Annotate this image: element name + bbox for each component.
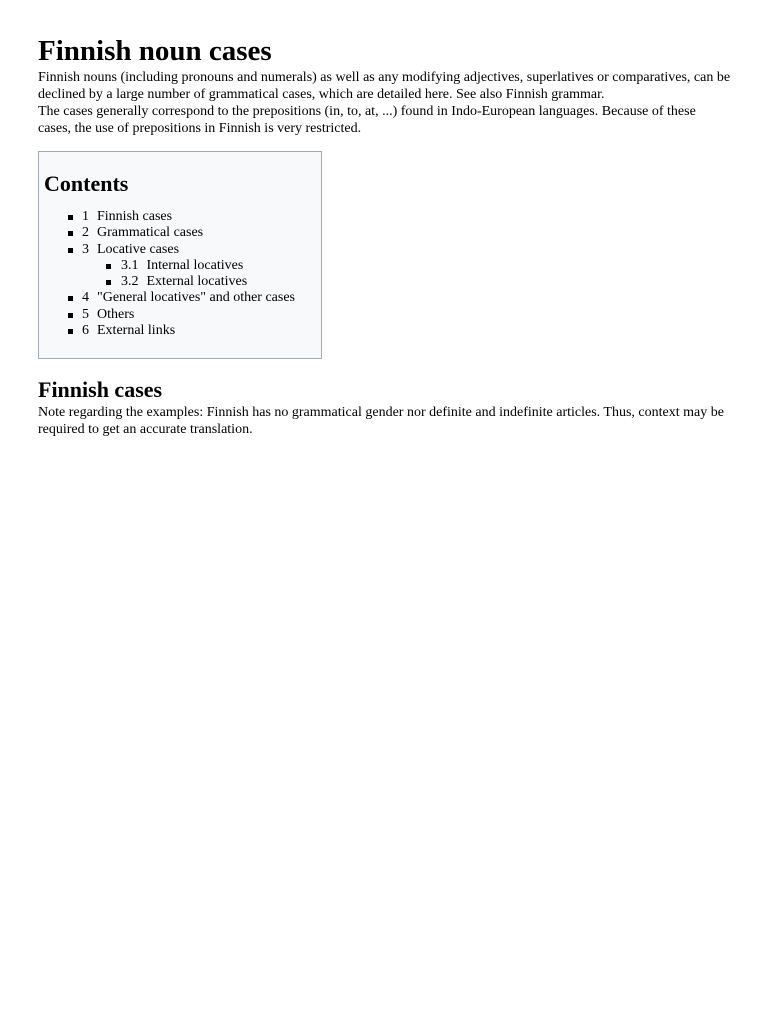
bullet-icon: [106, 280, 111, 285]
toc-item-general-locatives[interactable]: [44, 290, 316, 306]
intro-paragraph: Finnish nouns (including pronouns and numerals) as well as any modifying adjectives, superlatives or comparatives, can be declined by a large number of grammatical cases, which are detailed here. See also Finnish grammar.: [38, 70, 731, 102]
toc-number: 1: [82, 209, 89, 224]
toc-item-grammatical-cases[interactable]: [44, 225, 316, 241]
toc-list: [44, 209, 316, 339]
bullet-icon: [68, 231, 73, 236]
bullet-icon: [68, 215, 73, 220]
toc-number: 3.1: [121, 257, 139, 273]
toc-link[interactable]: Finnish cases: [97, 209, 173, 224]
toc-number: 3.2: [121, 274, 139, 290]
toc-number: 4: [82, 290, 89, 306]
toc-item-others[interactable]: [44, 307, 316, 323]
toc-link[interactable]: External locatives: [146, 274, 248, 290]
bullet-icon: [68, 313, 73, 318]
toc-number: 5: [82, 306, 89, 322]
bullet-icon: [68, 296, 73, 301]
section-paragraph: Note regarding the examples: Finnish has no grammatical gender nor definite and indefinite articles. Thus, context may be required to get an accurate translation.: [38, 405, 724, 438]
bullet-icon: [68, 248, 73, 253]
table-of-contents: [38, 151, 322, 359]
toc-link[interactable]: External links: [97, 323, 176, 339]
toc-link[interactable]: Locative cases: [97, 241, 180, 257]
toc-link[interactable]: "General locatives" and other cases: [97, 290, 296, 306]
toc-link[interactable]: Grammatical cases: [97, 225, 204, 241]
toc-item-internal-locatives[interactable]: [44, 258, 316, 274]
page-title: Finnish noun cases: [38, 35, 272, 67]
toc-item-locative-cases[interactable]: [44, 242, 316, 258]
toc-number: 2: [82, 225, 89, 241]
section-heading: Finnish cases: [38, 377, 163, 403]
toc-item-external-links[interactable]: [44, 323, 316, 339]
toc-link[interactable]: Internal locatives: [146, 257, 244, 273]
toc-number: 3: [82, 241, 89, 257]
intro-paragraph: The cases generally correspond to the prepositions (in, to, at, ...) found in Indo-European languages. Because of these cases, the use of prepositions in Finnish is very restricted.: [38, 104, 696, 136]
toc-item-external-locatives[interactable]: [44, 274, 316, 290]
bullet-icon: [106, 264, 111, 269]
toc-item-finnish-cases[interactable]: [44, 209, 316, 225]
toc-number: 6: [82, 323, 89, 339]
toc-title: Contents: [44, 171, 129, 196]
article: [0, 0, 768, 438]
bullet-icon: [68, 329, 73, 334]
toc-link[interactable]: Others: [97, 306, 135, 322]
